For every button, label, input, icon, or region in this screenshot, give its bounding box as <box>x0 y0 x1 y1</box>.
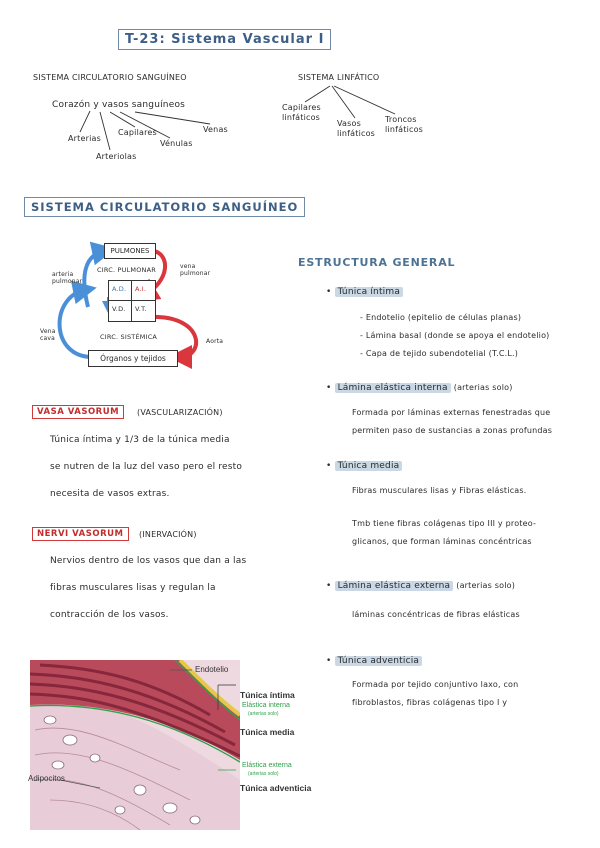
intima-item-3: - Capa de tejido subendotelial (T.C.L.) <box>360 349 519 358</box>
adventicia-line-1: Formada por tejido conjuntivo laxo, con <box>352 680 519 689</box>
diagram-circ-sistemica: CIRC. SISTÉMICA <box>100 333 158 341</box>
tree-leaf-troncos-linf: Troncos linfáticos <box>385 115 424 134</box>
tree-leaf-arterias: Arterias <box>68 134 102 143</box>
tree-leaf-capilares-linf: Capilares linfáticos <box>282 103 321 122</box>
tree-child-corazon: Corazón y vasos sanguíneos <box>52 100 186 110</box>
caption-elastica-interna-note: (arterias solo) <box>248 711 279 717</box>
tree-root-linfatico: SISTEMA LINFÁTICO <box>298 73 380 82</box>
caption-elastica-externa-note: (arterias solo) <box>248 771 279 777</box>
tree-leaf-venulas: Vénulas <box>160 139 193 148</box>
nervi-vasorum-title: NERVI VASORUM <box>32 527 129 541</box>
elastica-interna-line-1: Formada por láminas externas fenestradas que <box>352 408 551 417</box>
caption-endotelio: Endotelio <box>195 665 229 674</box>
label-arteria-pulmonar: arteria pulmonar <box>52 271 83 285</box>
label-vena-pulmonar: vena pulmonar <box>180 263 211 277</box>
section-title: SISTEMA CIRCULATORIO SANGUÍNEO <box>24 197 305 217</box>
heart-ad: A.D. <box>112 285 127 293</box>
page-title: T-23: Sistema Vascular I <box>118 29 331 50</box>
bullet-media: • Túnica media <box>326 461 402 471</box>
label-vena-cava: Vena cava <box>40 328 56 342</box>
intima-item-2: - Lámina basal (donde se apoya el endotelio) <box>360 331 550 340</box>
intima-item-1: - Endotelio (epitelio de células planas) <box>360 313 522 322</box>
caption-adipocitos: Adipocitos <box>28 774 65 783</box>
vasa-vasorum-title: VASA VASORUM <box>32 405 124 419</box>
estructura-title: ESTRUCTURA GENERAL <box>298 256 456 269</box>
media-line-2: Tmb tiene fibras colágenas tipo III y proteo- <box>352 519 537 528</box>
adventicia-line-2: fibroblastos, fibras colágenas tipo I y <box>352 698 508 707</box>
note-elastica-externa: (arterias solo) <box>456 581 516 590</box>
tree-leaf-venas: Venas <box>203 125 228 134</box>
tree-lines-sanguineo <box>0 0 300 170</box>
vasa-vasorum-subtitle: (VASCULARIZACIÓN) <box>137 408 223 417</box>
tree-lines-linfatico <box>270 80 420 130</box>
tree-leaf-arteriolas: Arteriolas <box>96 152 137 161</box>
bullet-adventicia: • Túnica adventicia <box>326 656 422 666</box>
heart-grid <box>108 280 156 322</box>
label-elastica-externa: Lámina elástica externa <box>335 581 454 591</box>
caption-adventicia: Túnica adventicia <box>240 783 312 793</box>
elastica-interna-line-2: permiten paso de sustancias a zonas profundas <box>352 426 553 435</box>
tree-root-sanguineo: SISTEMA CIRCULATORIO SANGUÍNEO <box>33 73 187 82</box>
nervi-line-1: Nervios dentro de los vasos que dan a las <box>50 556 247 566</box>
caption-media: Túnica media <box>240 727 295 737</box>
nervi-line-2: fibras musculares lisas y regulan la <box>50 583 216 593</box>
histology-leaders <box>0 660 240 830</box>
diagram-pulmones: PULMONES <box>104 243 156 259</box>
tree-leaf-vasos-linf: Vasos linfáticos <box>337 119 376 138</box>
nervi-vasorum-subtitle: (INERVACIÓN) <box>139 530 197 539</box>
label-aorta: Aorta <box>206 338 224 345</box>
heart-ai: A.I. <box>135 285 147 293</box>
caption-elastica-externa: Elástica externa <box>242 762 292 769</box>
note-elastica-interna: (arterias solo) <box>453 383 513 392</box>
caption-intima: Túnica íntima <box>240 690 295 700</box>
elastica-externa-line-1: láminas concéntricas de fibras elásticas <box>352 610 520 619</box>
diagram-circ-pulmonar: CIRC. PULMONAR <box>97 266 156 274</box>
media-line-3: glicanos, que forman láminas concéntricas <box>352 537 532 546</box>
label-adventicia: Túnica adventicia <box>335 656 423 666</box>
media-line-1: Fibras musculares lisas y Fibras elásticas. <box>352 486 527 495</box>
diagram-organos: Órganos y tejidos <box>88 350 178 367</box>
label-intima: Túnica íntima <box>335 287 403 297</box>
heart-vt: V.T. <box>135 305 147 313</box>
label-media: Túnica media <box>335 461 403 471</box>
vasa-line-1: Túnica íntima y 1/3 de la túnica media <box>50 435 230 445</box>
nervi-line-3: contracción de los vasos. <box>50 610 169 620</box>
vasa-line-2: se nutren de la luz del vaso pero el resto <box>50 462 243 472</box>
bullet-elastica-interna: • Lámina elástica interna (arterias solo) <box>326 383 513 393</box>
label-elastica-interna: Lámina elástica interna <box>335 383 451 393</box>
bullet-intima: • Túnica íntima <box>326 287 403 297</box>
caption-elastica-interna: Elástica interna <box>242 702 290 709</box>
heart-vd: V.D. <box>112 305 126 313</box>
bullet-elastica-externa: • Lámina elástica externa (arterias solo) <box>326 581 516 591</box>
vasa-line-3: necesita de vasos extras. <box>50 489 170 499</box>
tree-leaf-capilares: Capilares <box>118 128 157 137</box>
